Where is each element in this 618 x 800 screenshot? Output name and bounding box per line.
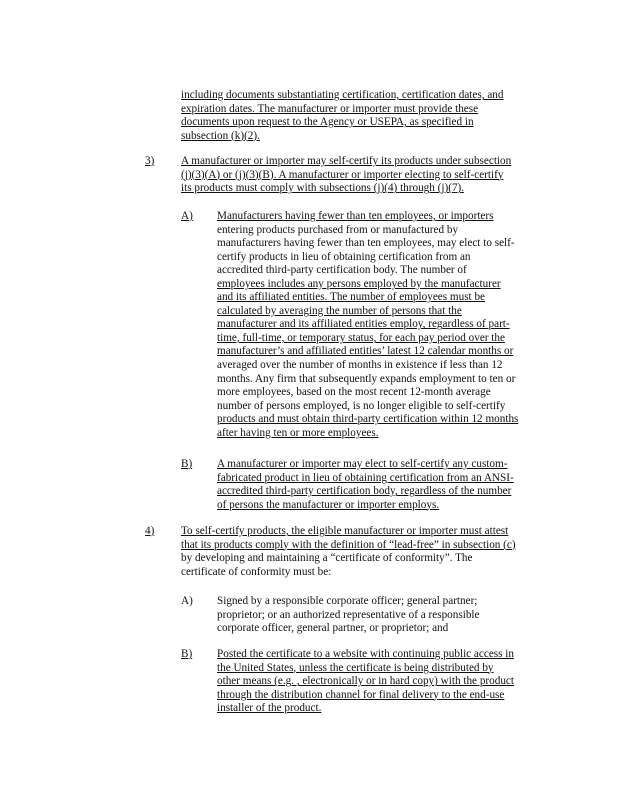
text-line: subsection (k)(2). [181, 129, 260, 142]
text-line: of persons the manufacturer or importer employs. [217, 498, 440, 511]
item-4a-label: A) [181, 595, 193, 607]
text-line: by developing and maintaining a “certificate of conformity”. The [181, 552, 473, 565]
text-line: calculated by averaging the number of persons that the [217, 304, 462, 317]
text-line: To self-certify products, the eligible manufacturer or importer must attest [181, 525, 509, 537]
item-4a-paragraph [217, 595, 480, 636]
text-line: expiration dates. The manufacturer or importer must provide these [181, 102, 479, 115]
item-4-paragraph [181, 525, 516, 579]
text-line: other means (e.g. , electronically or in hard copy) with the product [217, 675, 514, 688]
text-line: installer of the product. [217, 702, 322, 715]
text-line: manufacturer and its affiliated entities employ, regardless of part- [217, 318, 510, 331]
text-line: accredited third-party certification body. The number of [217, 264, 467, 277]
item-3b-label: B) [181, 458, 193, 470]
text-line: (j)(3)(A) or (j)(3)(B). A manufacturer or importer electing to self-certify [181, 168, 504, 181]
item-3b-paragraph [217, 458, 514, 512]
text-line: A manufacturer or importer may elect to self-certify any custom- [217, 458, 508, 470]
text-line: manufacturer’s and affiliated entities’ latest 12 calendar months or [217, 345, 514, 358]
item-4b-label: B) [181, 648, 193, 660]
item-4b-paragraph [217, 648, 514, 716]
item-4-number: 4) [145, 525, 155, 537]
text-line: time, full-time, or temporary status, for each pay period over the [217, 331, 505, 344]
item-3a-label: A) [181, 210, 193, 222]
text-line: Manufacturers having fewer than ten employees, or importers [217, 210, 494, 222]
text-line: certificate of conformity must be: [181, 565, 332, 578]
text-line: averaged over the number of months in existence if less than 12 [217, 359, 503, 372]
text-line: the United States, unless the certificate is being distributed by [217, 661, 494, 674]
text-line: that its products comply with the definition of “lead-free” in subsection (c) [181, 538, 516, 551]
text-line: more employees, based on the most recent 12-month average [217, 386, 491, 399]
item-3a-paragraph [217, 210, 518, 440]
text-line: A manufacturer or importer may self-certify its products under subsection [181, 155, 512, 167]
text-line: documents upon request to the Agency or USEPA, as specified in [181, 116, 474, 129]
intro-paragraph [181, 89, 503, 143]
text-line: its products must comply with subsections (j)(4) through (j)(7). [181, 182, 465, 195]
text-line: certify products in lieu of obtaining certification from an [217, 250, 471, 263]
text-line: manufacturers having fewer than ten employees, may elect to self- [217, 237, 515, 250]
text-line: through the distribution channel for final delivery to the end-use [217, 688, 505, 701]
text-line: including documents substantiating certification, certification dates, and [181, 89, 504, 101]
text-line: months. Any firm that subsequently expands employment to ten or [217, 372, 516, 385]
item-3-paragraph [181, 155, 511, 196]
text-line: entering products purchased from or manufactured by [217, 223, 459, 236]
text-line: accredited third-party certification body, regardless of the number [217, 485, 512, 498]
text-line: number of persons employed, is no longer eligible to self-certify [217, 399, 506, 412]
text-line: proprietor; or an authorized representative of a responsible [217, 608, 480, 621]
text-line: products and must obtain third-party certification within 12 months [217, 413, 519, 426]
text-line: fabricated product in lieu of obtaining certification from an ANSI- [217, 471, 514, 484]
item-3-number: 3) [145, 155, 155, 167]
text-line: Signed by a responsible corporate officer; general partner; [217, 595, 478, 607]
text-line: after having ten or more employees. [217, 426, 379, 439]
text-line: employees includes any persons employed by the manufacturer [217, 277, 501, 290]
text-line: and its affiliated entities. The number of employees must be [217, 291, 486, 304]
text-line: corporate officer, general partner, or proprietor; and [217, 622, 449, 635]
text-line: Posted the certificate to a website with continuing public access in [217, 648, 515, 660]
